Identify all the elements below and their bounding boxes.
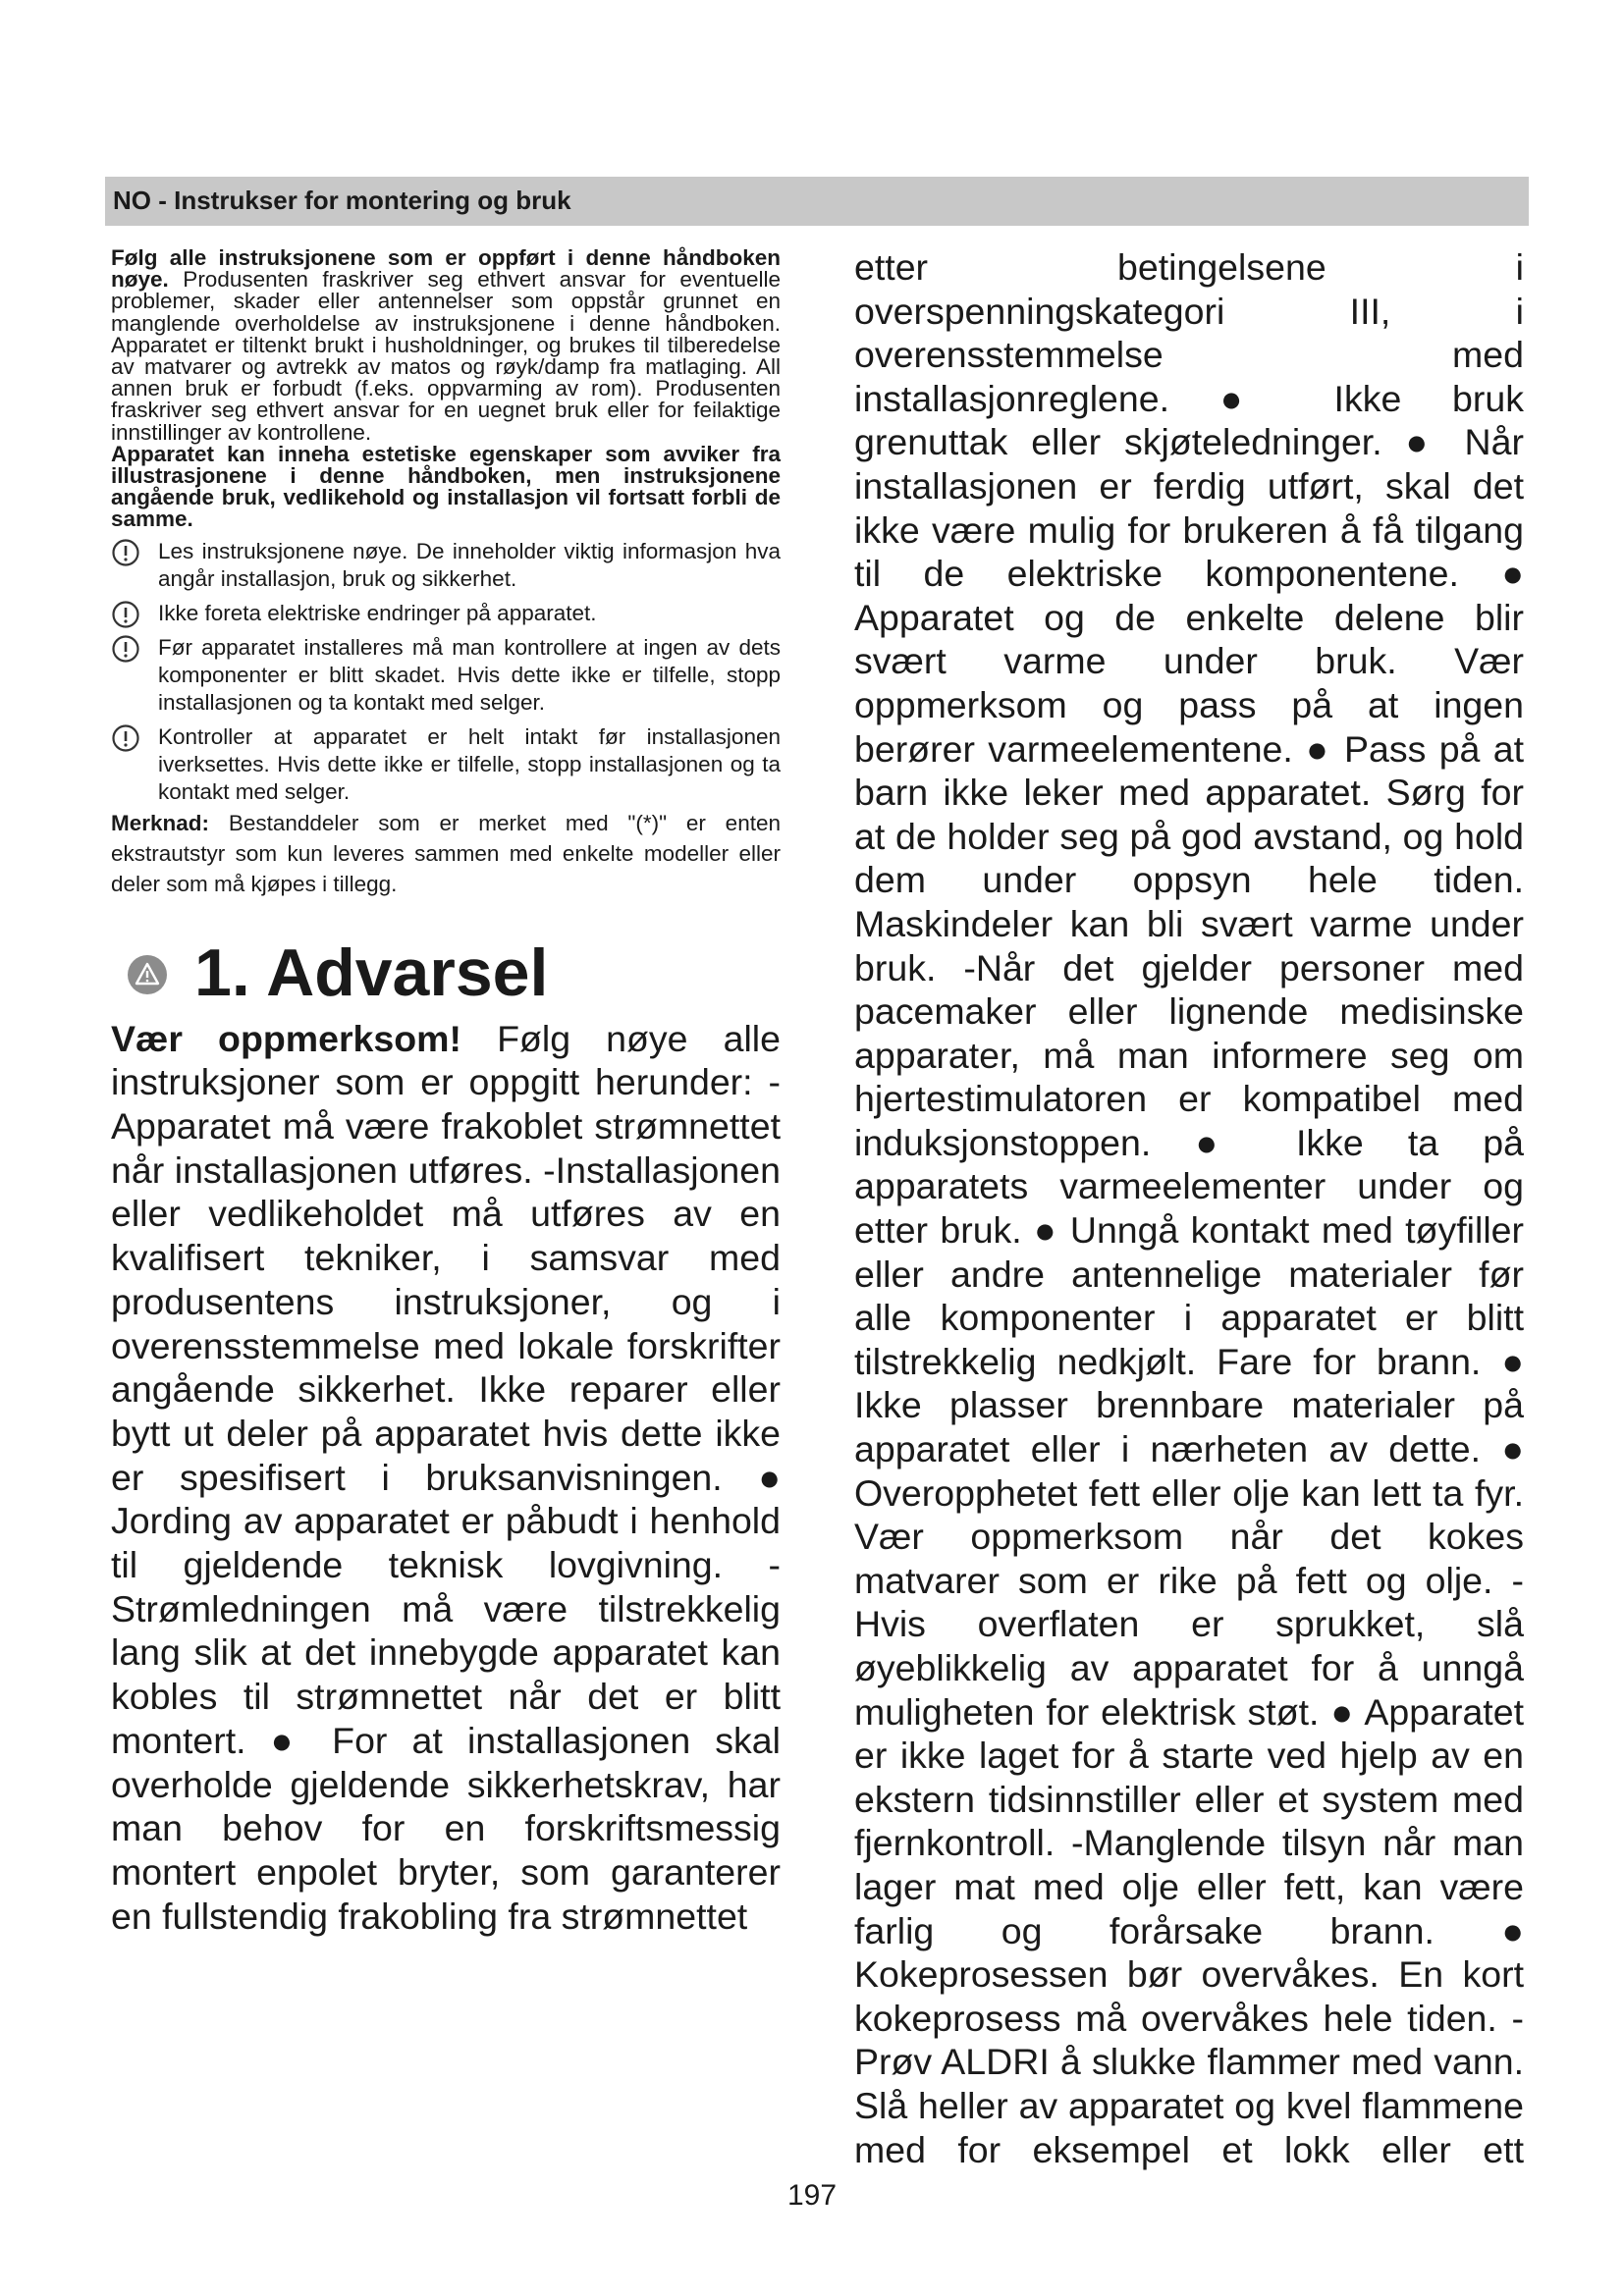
intro-bold-note: Apparatet kan inneha estetiske egenskaper som avviker fra illustrasjonene i denne håndboken, men instruksjonene angående bruk, vedlikehold og installasjon vil fortsatt forbli de samme. — [111, 441, 781, 532]
merknad-paragraph — [111, 808, 781, 899]
section-heading — [111, 929, 781, 1017]
body-left-bold-lead: Vær oppmerksom! — [111, 1017, 461, 1059]
note-item — [111, 723, 781, 806]
note-item — [111, 634, 781, 717]
note-text: Før apparatet installeres må man kontrollere at ingen av dets komponenter er blitt skadet. Hvis dette ikke er tilfelle, stopp installasjonen og ta kontakt med selger. — [158, 634, 781, 715]
section-title: 1. Advarsel — [194, 934, 549, 1010]
left-column — [111, 247, 781, 1938]
warning-icon — [127, 954, 168, 995]
section-header-bar — [105, 177, 1529, 226]
exclamation-circle-icon — [111, 634, 140, 664]
intro-paragraph — [111, 247, 781, 444]
exclamation-circle-icon — [111, 600, 140, 629]
page-number: 197 — [786, 2179, 838, 2212]
note-text: Ikke foreta elektriske endringer på apparatet. — [158, 600, 597, 625]
note-text: Les instruksjonene nøye. De inneholder viktig informasjon hva angår installasjon, bruk og sikkerhet. — [158, 538, 781, 591]
note-item — [111, 538, 781, 593]
exclamation-circle-icon — [111, 723, 140, 753]
note-text: Kontroller at apparatet er helt intakt før installasjonen iverksettes. Hvis dette ikke er tilfelle, stopp installasjonen og ta kontakt med selger. — [158, 723, 781, 804]
intro-text: Produsenten fraskriver seg ethvert ansvar for eventuelle problemer, skader eller antennelser som oppstår grunnet en manglende overholdelse av instruksjonene i denne håndboken. Apparatet er tiltenkt brukt i husholdninger, og brukes til tilberedelse av matvarer og avtrekk av matos og røyk/damp fra matlaging. All annen bruk er forbudt (f.eks. oppvarming av rom). Produsenten fraskriver seg ethvert ansvar for en uegnet bruk eller for feilaktige innstillinger av kontrollene. — [111, 267, 781, 445]
body-left-paragraph — [111, 1017, 781, 1939]
note-item — [111, 600, 781, 627]
body-left-text: Følg nøye alle instruksjoner som er oppgitt herunder: - Apparatet må være frakoblet strømnettet når installasjonen utføres. -Installasjonen eller vedlikeholdet må utføres av en kvalifisert tekniker, i samsvar med produsentens instruksjoner, og i overensstemmelse med lokale forskrifter angående sikkerhet. Ikke reparer eller bytt ut deler på apparatet hvis dette ikke er spesifisert i bruksanvisningen. ● Jording av apparatet er påbudt i henhold til gjeldende teknisk lovgivning. - Strømledningen må være tilstrekkelig lang slik at det innebygde apparatet kan kobles til strømnettet når det er blitt montert. ● For at installasjonen skal overholde gjeldende sikkerhetskrav, har man behov for en forskriftsmessig montert enpolet bryter, som garanterer en fullstendig frakobling fra strømnettet — [111, 1017, 781, 1937]
right-column — [854, 245, 1524, 2171]
body-right-paragraph: etter betingelsene i overspenningskategori III, i overensstemmelse med installasjonreglene. ● Ikke bruk grenuttak eller skjøteledninger. ● Når installasjonen er ferdig utført, skal det ikke være mulig for brukeren å få tilgang til de elektriske komponentene. ● Apparatet og de enkelte delene blir svært varme under bruk. Vær oppmerksom og pass på at ingen berører varmeelementene. ● Pass på at barn ikke leker med apparatet. Sørg for at de holder seg på god avstand, og hold dem under oppsyn hele tiden. Maskindeler kan bli svært varme under bruk. -Når det gjelder personer med pacemaker eller lignende medisinske apparater, må man informere seg om hjertestimulatoren er kompatibel med induksjonstoppen. ● Ikke ta på apparatets varmeelementer under og etter bruk. ● Unngå kontakt med tøyfiller eller andre antennelige materialer før alle komponenter i apparatet er blitt tilstrekkelig nedkjølt. Fare for brann. ● Ikke plasser brennbare materialer på apparatet eller i nærheten av dette. ● Overopphetet fett eller olje kan lett ta fyr. Vær oppmerksom når det kokes matvarer som er rike på fett og olje. -Hvis overflaten er sprukket, slå øyeblikkelig av apparatet for å unngå muligheten for elektrisk støt. ● Apparatet er ikke laget for å starte ved hjelp av en ekstern tidsinnstiller eller et system med fjernkontroll. -Manglende tilsyn når man lager mat med olje eller fett, kan være farlig og forårsake brann. ● Kokeprosessen bør overvåkes. En kort kokeprosess må overvåkes hele tiden. - Prøv ALDRI å slukke flammer med vann. Slå heller av apparatet og kvel flammene med for eksempel et lokk eller ett — [854, 246, 1524, 2170]
merknad-text: Bestanddeler som er merket med "(*)" er enten ekstrautstyr som kun leveres sammen med enkelte modeller eller deler som må kjøpes i tillegg. — [111, 810, 781, 896]
exclamation-circle-icon — [111, 538, 140, 567]
intro-bold-lead: Følg alle instruksjonene som er oppført i denne håndboken nøye. — [111, 245, 781, 293]
merknad-label: Merknad: — [111, 810, 210, 835]
header-title: NO - Instrukser for montering og bruk — [113, 186, 571, 215]
